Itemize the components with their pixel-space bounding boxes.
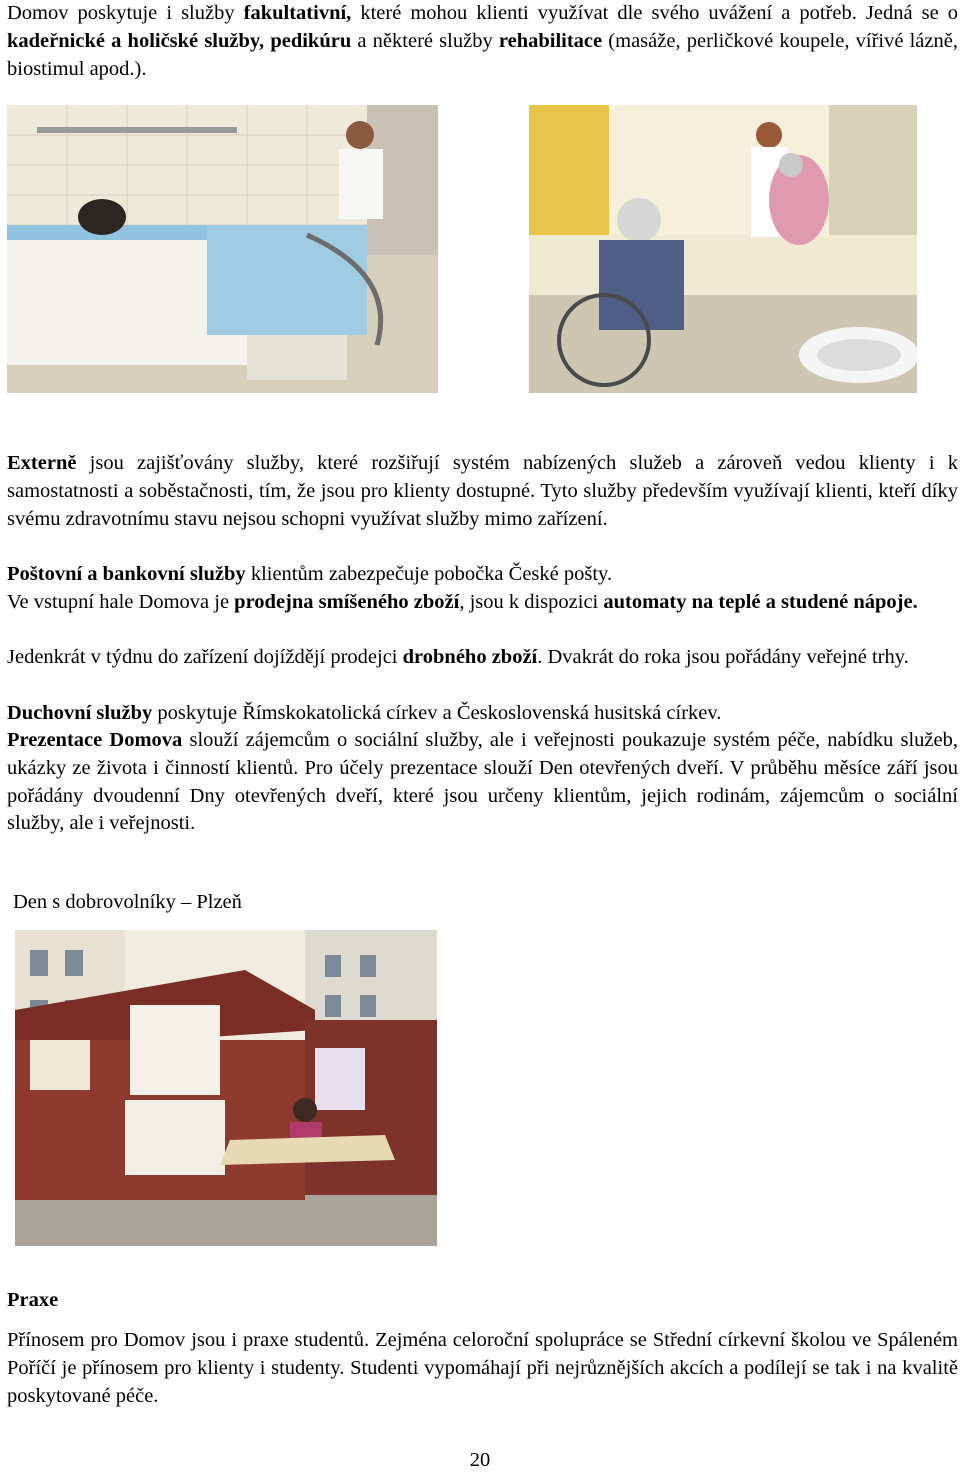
text: Jedenkrát v týdnu do zařízení dojíždějí prodejci [7, 646, 403, 668]
prezentace-paragraph [7, 727, 958, 838]
photo-volunteer-booth [15, 930, 437, 1246]
bold-text: fakultativní, [243, 2, 352, 24]
praxe-paragraph: Přínosem pro Domov jsou i praxe studentů. Zejména celoroční spolupráce se Střední církevní školou ve Spáleném Poříčí je přínosem pro klienty i studenty. Studenti vypomáhají při nejrůznějších akcích a podílejí se tak i na kvalitě poskytované péče. [7, 1329, 958, 1407]
intro-paragraph [7, 0, 958, 83]
text: klientům zabezpečuje pobočka České pošty. [245, 563, 613, 585]
bold-text: Poštovní a bankovní služby [7, 563, 246, 585]
text: slouží zájemcům o sociální služby, ale i veřejnosti poukazuje systém péče, nabídku služeb, ukázky ze života i činností klientů. Pro účely prezentace slouží Den otevřených dveří. V průběhu měsíce září jsou pořádány dvoudenní Dny otevřených dveří, které jsou určeny klientům, jejich rodinám, zájemcům o sociální služby, ale i veřejnosti. [7, 729, 959, 835]
bold-text: automaty na teplé a studené nápoje. [603, 591, 918, 613]
bold-text: kadeřnické a holičské služby, pedikúru [7, 29, 352, 52]
bold-text: prodejna smíšeného zboží [234, 591, 460, 613]
photo-bath-therapy [7, 105, 438, 393]
text: jsou zajišťovány služby, které rozšiřují systém nabízených služeb a zároveň vedou klienty i k samostatnosti a soběstačnosti, tím, že jsou pro klienty dostupné. Tyto služby především využívají klienti, kteří díky svému zdravotnímu stavu nejsou schopni využívat služby mimo zařízení. [7, 452, 958, 530]
postovni-paragraph [7, 561, 958, 589]
bold-text: rehabilitace [498, 29, 603, 52]
photo-caption: Den s dobrovolníky – Plzeň [13, 891, 242, 913]
text: Ve vstupní hale Domova je [7, 591, 235, 613]
page-number: 20 [469, 1449, 491, 1471]
praxe-heading: Praxe [7, 1289, 59, 1311]
bold-text: Externě [7, 452, 77, 474]
text: a některé služby [351, 29, 499, 52]
bold-text: Prezentace Domova [7, 729, 183, 751]
text: (masáže, perličkové koupele, vířivé lázně, biostimul apod.). [7, 29, 958, 80]
externe-paragraph [7, 450, 958, 533]
text: které mohou klienti využívat dle svého uvážení a potřeb. Jedná se o [351, 2, 958, 24]
text: poskytuje Římskokatolická církev a Československá husitská církev. [152, 702, 722, 724]
duchovni-paragraph [7, 700, 958, 728]
text: . Dvakrát do roka jsou pořádány veřejné trhy. [537, 646, 909, 668]
jedenkrat-paragraph [7, 644, 958, 672]
photo-hairdresser [529, 105, 917, 393]
text: Domov poskytuje i služby [7, 2, 244, 24]
bold-text: Duchovní služby [7, 702, 153, 724]
text: , jsou k dispozici [459, 591, 604, 613]
bold-text: drobného zboží [402, 646, 538, 668]
vstupni-paragraph [7, 589, 958, 617]
